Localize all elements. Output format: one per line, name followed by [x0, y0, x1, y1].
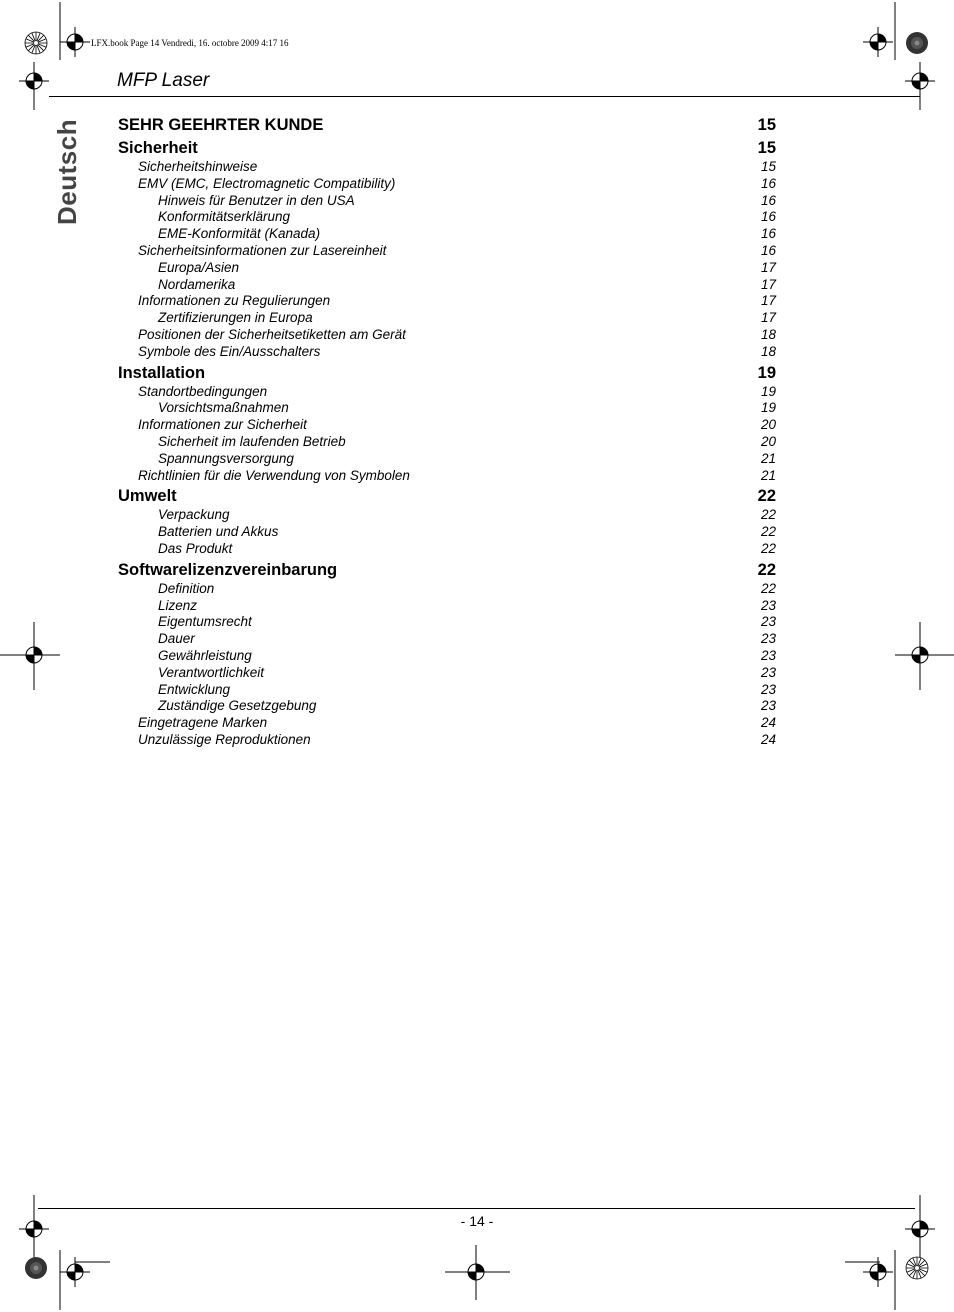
toc-entry[interactable] — [118, 260, 776, 277]
toc-entry-page: 22 — [760, 580, 776, 596]
toc-entry-page: 24 — [760, 731, 776, 747]
toc-entry-page: 20 — [760, 417, 776, 433]
toc-entry-page: 22 — [760, 540, 776, 556]
toc-entry-title: Standortbedingungen — [138, 383, 268, 399]
toc-entry-page: 16 — [760, 242, 776, 258]
toc-entry-page: 23 — [760, 698, 776, 714]
toc-entry-title: Informationen zu Regulierungen — [138, 293, 331, 309]
toc-entry-page: 21 — [760, 450, 776, 466]
toc-entry[interactable] — [118, 715, 776, 732]
toc-entry-title: Europa/Asien — [158, 259, 240, 275]
toc-entry-page: 19 — [757, 363, 776, 382]
toc-entry-title: Gewährleistung — [158, 647, 252, 663]
toc-entry-page: 16 — [760, 209, 776, 225]
toc-entry-title: Softwarelizenzvereinbarung — [118, 560, 338, 579]
toc-entry-title: Konformitätserklärung — [158, 209, 291, 225]
toc-entry-title: Sicherheitsinformationen zur Lasereinheit — [138, 242, 387, 258]
toc-entry-title: Zertifizierungen in Europa — [158, 310, 313, 326]
running-head-title: MFP Laser — [117, 70, 210, 91]
toc-entry-page: 23 — [760, 631, 776, 647]
toc-entry[interactable] — [118, 631, 776, 648]
toc-entry-title: Dauer — [158, 631, 195, 647]
toc-entry-page: 19 — [760, 383, 776, 399]
toc-entry[interactable] — [118, 277, 776, 294]
book-slug: LFX.book Page 14 Vendredi, 16. octobre 2009 4:17 16 — [91, 38, 289, 48]
footer-rule — [38, 1208, 915, 1209]
toc-entry[interactable] — [118, 344, 776, 361]
toc-entry-page: 17 — [760, 293, 776, 309]
toc-entry-page: 17 — [760, 310, 776, 326]
toc-entry-title: EME-Konformität (Kanada) — [158, 226, 321, 242]
toc-entry-page: 15 — [757, 139, 776, 157]
toc-entry[interactable] — [118, 451, 776, 468]
toc-entry-page: 18 — [760, 343, 776, 359]
toc-entry[interactable] — [118, 384, 776, 401]
toc-entry-title: Verantwortlichkeit — [158, 664, 265, 680]
toc-entry-page: 23 — [760, 597, 776, 613]
toc-entry-title: Verpackung — [158, 507, 230, 523]
toc-entry[interactable] — [118, 682, 776, 699]
toc-entry-title: Sicherheitshinweise — [138, 159, 258, 174]
table-of-contents — [118, 114, 776, 749]
toc-entry[interactable] — [118, 507, 776, 524]
toc-entry[interactable] — [118, 648, 776, 665]
toc-entry-title: Richtlinien für die Verwendung von Symbolen — [138, 467, 410, 483]
toc-entry[interactable] — [118, 226, 776, 243]
toc-entry[interactable] — [118, 665, 776, 682]
toc-entry[interactable] — [118, 193, 776, 210]
language-side-tab: Deutsch — [52, 118, 82, 225]
toc-entry[interactable] — [118, 243, 776, 260]
toc-entry[interactable] — [118, 310, 776, 327]
toc-entry-page: 15 — [760, 159, 776, 174]
toc-entry[interactable] — [118, 362, 776, 384]
toc-entry[interactable] — [118, 559, 776, 581]
toc-entry[interactable] — [118, 434, 776, 451]
toc-entry-title: Batterien und Akkus — [158, 524, 279, 540]
toc-entry-page: 15 — [757, 116, 776, 134]
toc-entry[interactable] — [118, 400, 776, 417]
toc-entry-title: Unzulässige Reproduktionen — [138, 731, 311, 747]
toc-entry[interactable] — [118, 614, 776, 631]
toc-entry-page: 20 — [760, 433, 776, 449]
toc-entry-title: Das Produkt — [158, 540, 233, 556]
toc-entry-title: Eigentumsrecht — [158, 614, 252, 630]
toc-entry-page: 22 — [757, 560, 776, 579]
toc-entry[interactable] — [118, 698, 776, 715]
toc-entry[interactable] — [118, 327, 776, 344]
toc-entry[interactable] — [118, 209, 776, 226]
toc-entry-page: 19 — [760, 400, 776, 416]
toc-entry-title: SEHR GEEHRTER KUNDE — [118, 116, 324, 134]
toc-entry-page: 16 — [760, 192, 776, 208]
toc-entry[interactable] — [118, 114, 776, 136]
toc-entry[interactable] — [118, 468, 776, 485]
toc-entry[interactable] — [118, 293, 776, 310]
toc-entry-title: Positionen der Sicherheitsetiketten am Gerät — [138, 326, 406, 342]
toc-entry-title: Eingetragene Marken — [138, 715, 268, 731]
toc-entry[interactable] — [118, 176, 776, 193]
toc-entry-page: 16 — [760, 175, 776, 191]
toc-entry-title: Lizenz — [158, 597, 198, 613]
header-rule — [49, 96, 920, 97]
toc-entry-title: Umwelt — [118, 487, 177, 506]
toc-entry-title: EMV (EMC, Electromagnetic Compatibility) — [138, 175, 396, 191]
toc-entry-page: 17 — [760, 276, 776, 292]
toc-entry-title: Nordamerika — [158, 276, 236, 292]
toc-entry-title: Vorsichtsmaßnahmen — [158, 400, 289, 416]
toc-entry-title: Entwicklung — [158, 681, 231, 697]
toc-entry[interactable] — [118, 159, 776, 176]
toc-entry-page: 22 — [760, 524, 776, 540]
toc-entry-page: 23 — [760, 647, 776, 663]
toc-entry-page: 22 — [757, 487, 776, 506]
toc-entry[interactable] — [118, 524, 776, 541]
toc-entry-title: Zuständige Gesetzgebung — [158, 698, 317, 714]
toc-entry-title: Definition — [158, 580, 215, 596]
toc-entry-title: Spannungsversorgung — [158, 450, 294, 466]
toc-entry-page: 23 — [760, 681, 776, 697]
toc-entry-page: 21 — [760, 467, 776, 483]
toc-entry-page: 18 — [760, 326, 776, 342]
toc-entry[interactable] — [118, 598, 776, 615]
toc-entry-page: 23 — [760, 664, 776, 680]
toc-entry-page: 17 — [760, 259, 776, 275]
toc-entry-title: Symbole des Ein/Ausschalters — [138, 343, 321, 359]
toc-entry-title: Informationen zur Sicherheit — [138, 417, 307, 433]
toc-entry[interactable] — [118, 137, 776, 159]
toc-entry-title: Sicherheit — [118, 139, 198, 157]
toc-entry-page: 22 — [760, 507, 776, 523]
toc-entry[interactable] — [118, 732, 776, 749]
toc-entry[interactable] — [118, 541, 776, 558]
toc-entry-page: 16 — [760, 226, 776, 242]
toc-entry-title: Sicherheit im laufenden Betrieb — [158, 433, 346, 449]
toc-entry-page: 23 — [760, 614, 776, 630]
toc-entry-page: 24 — [760, 715, 776, 731]
toc-entry-title: Installation — [118, 363, 206, 382]
toc-entry[interactable] — [118, 417, 776, 434]
toc-entry[interactable] — [118, 581, 776, 598]
page-number: - 14 - — [460, 1213, 494, 1229]
toc-entry-title: Hinweis für Benutzer in den USA — [158, 192, 355, 208]
toc-entry[interactable] — [118, 485, 776, 507]
